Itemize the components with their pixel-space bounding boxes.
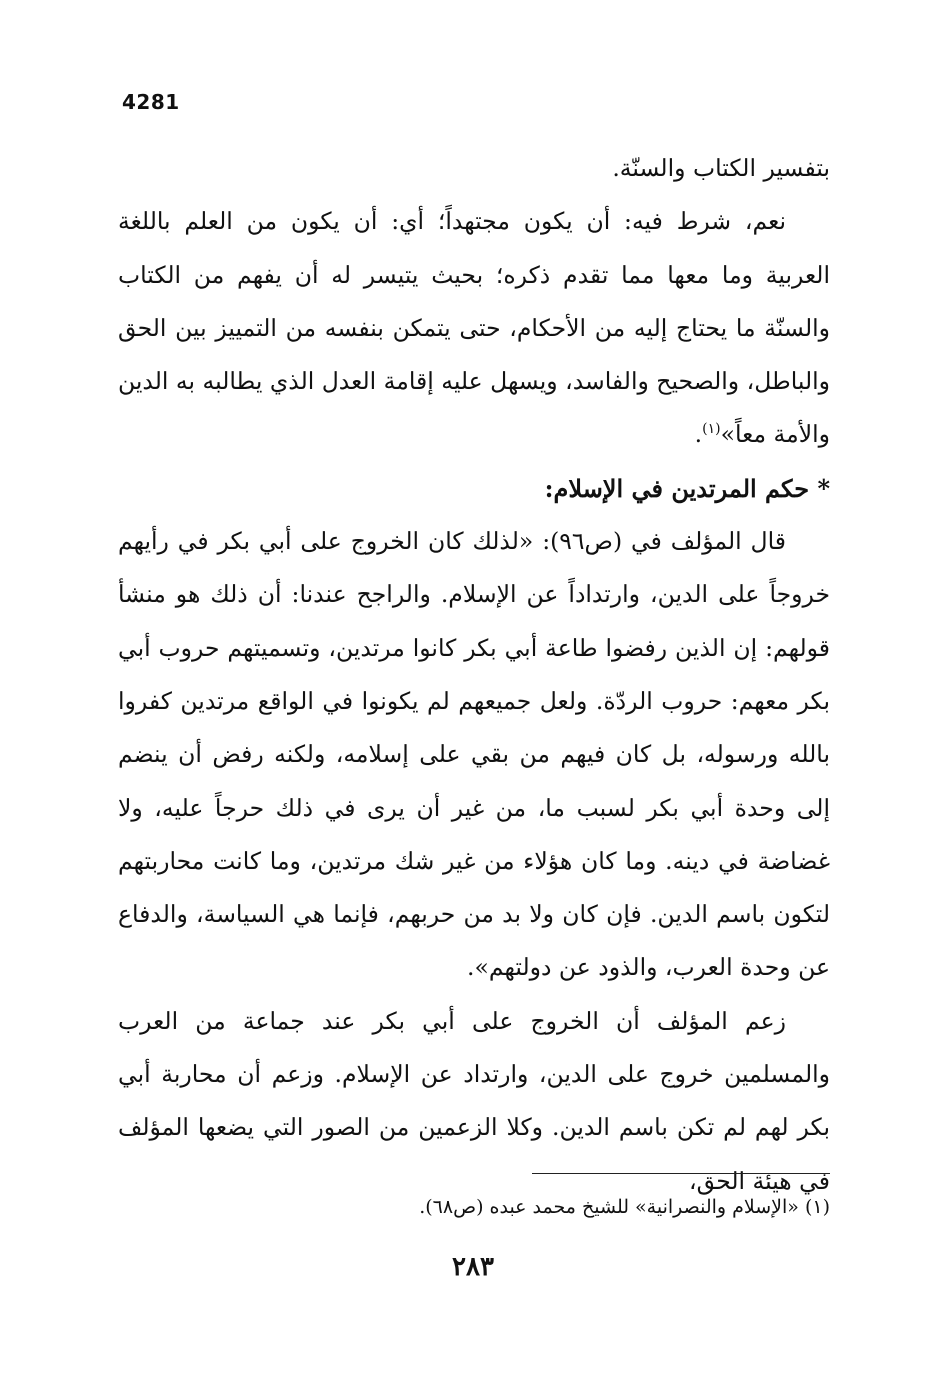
section-heading: * حكم المرتدين في الإسلام: bbox=[544, 473, 830, 503]
paragraph-2 bbox=[118, 195, 830, 461]
paragraph-2-text: نعم، شرط فيه: أن يكون مجتهداً؛ أي: أن يكون من العلم باللغة العربية وما معها مما تقدم ذكره؛ بحيث يتيسر له أن يفهم من الكتاب والسنّة ما يحتاج إليه من الأحكام، حتى يتمكن بنفسه من التمييز بين الحق والباطل، والصحيح والفاسد، ويسهل عليه إقامة العدل الذي يطالبه به الدين والأمة معاً» bbox=[118, 207, 830, 449]
main-text bbox=[118, 142, 830, 1208]
footnote-reference[interactable]: (١) bbox=[702, 421, 721, 438]
footnote-divider bbox=[532, 1173, 830, 1174]
page-number: ٢٨٣ bbox=[452, 1252, 494, 1282]
paragraph-4: زعم المؤلف أن الخروج على أبي بكر عند جماعة من العرب والمسلمين خروج على الدين، وارتداد عن الإسلام. وزعم أن محاربة أبي بكر لهم لم تكن باسم الدين. وكلا الزعمين من الصور التي يضعها المؤلف في هيئة الحق، bbox=[118, 1006, 830, 1195]
footnote: (١) «الإسلام والنصرانية» للشيخ محمد عبده (ص٦٨). bbox=[419, 1196, 830, 1218]
page-id: 4281 bbox=[122, 90, 180, 114]
paragraph-2-end: . bbox=[694, 420, 703, 449]
paragraph-3: قال المؤلف في (ص٩٦): «لذلك كان الخروج على أبي بكر في رأيهم خروجاً على الدين، وارتداداً عن الإسلام. والراجح عندنا: أن ذلك هو منشأ قولهم: إن الذين رفضوا طاعة أبي بكر كانوا مرتدين، وتسميتهم حروب أبي بكر معهم: حروب الردّة. ولعل جميعهم لم يكونوا في الواقع مرتدين كفروا بالله ورسوله، بل كان فيهم من بقي على إسلامه، ولكنه رفض أن ينضم إلى وحدة أبي بكر لسبب ما، من غير أن يرى في ذلك حرجاً عليه، ولا غضاضة في دينه. وما كان هؤلاء من غير شك مرتدين، وما كانت محاربتهم لتكون باسم الدين. فإن كان ولا بد من حربهم، فإنما هي السياسة، والدفاع عن وحدة العرب، والذود عن دولتهم». bbox=[118, 527, 830, 982]
paragraph-1: بتفسير الكتاب والسنّة. bbox=[612, 154, 830, 182]
